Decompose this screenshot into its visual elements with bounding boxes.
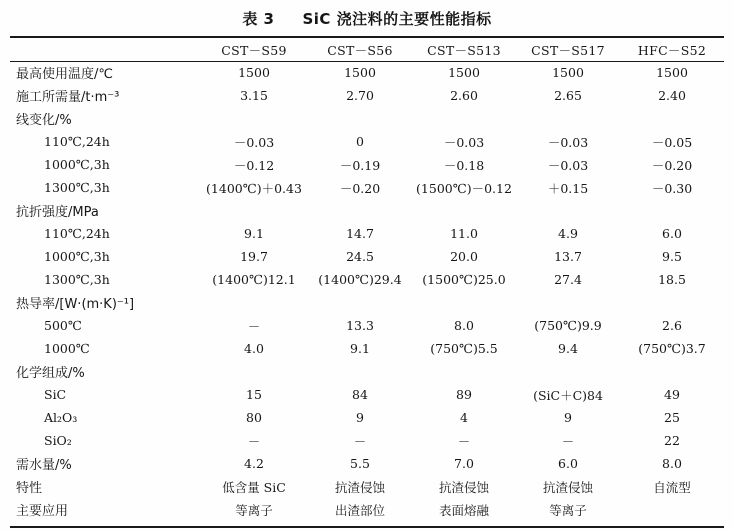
column-header: CST－S513 [427, 42, 501, 58]
table-cell: 6.0 [558, 456, 578, 471]
table-row [10, 199, 724, 222]
table-cell: 4.2 [244, 456, 264, 471]
table-cell: (1500℃)－0.12 [416, 180, 512, 196]
properties-table [10, 38, 724, 521]
row-sublabel: 110℃,24h [44, 226, 110, 241]
table-title: SiC 浇注料的主要性能指标 [302, 10, 492, 28]
table-cell: 49 [664, 387, 680, 402]
table-caption [0, 8, 734, 29]
table-cell: 11.0 [450, 226, 478, 241]
row-label: 最高使用温度/℃ [16, 67, 113, 82]
table-cell: 1500 [656, 65, 688, 80]
table-cell [620, 291, 724, 314]
table-row [10, 61, 724, 84]
row-sublabel: SiO₂ [44, 433, 72, 448]
table-cell: 7.0 [454, 456, 474, 471]
table-cell: 出渣部位 [334, 502, 385, 518]
table-cell [620, 199, 724, 222]
table-cell: 9 [356, 410, 364, 425]
table-cell [516, 360, 620, 383]
table-cell: 2.6 [662, 318, 682, 333]
table-cell: 1500 [344, 65, 376, 80]
table-row [10, 268, 724, 291]
table-row [10, 130, 724, 153]
table-cell: 1500 [552, 65, 584, 80]
table-cell: 9 [564, 410, 572, 425]
table-number: 表 3 [242, 10, 275, 28]
table-row [10, 475, 724, 498]
table-cell: 80 [246, 410, 262, 425]
table-cell: ＋0.15 [547, 180, 589, 196]
table-cell [200, 360, 308, 383]
table-cell: (SiC＋C)84 [533, 387, 603, 403]
table-cell [412, 199, 516, 222]
table-row [10, 383, 724, 406]
table-cell: 20.0 [450, 249, 478, 264]
row-label: 需水量/% [16, 458, 72, 473]
table-row [10, 222, 724, 245]
table-cell: 9.1 [350, 341, 370, 356]
table-cell: －0.03 [547, 157, 589, 173]
table-cell: －0.03 [233, 134, 275, 150]
table-cell: － [353, 433, 367, 449]
table-cell: (1400℃)＋0.43 [206, 180, 302, 196]
table-cell: － [457, 433, 471, 449]
row-sublabel: 1300℃,3h [44, 180, 110, 195]
table-cell: (750℃)5.5 [430, 341, 498, 356]
row-sublabel: 1000℃,3h [44, 157, 110, 172]
table-cell: 6.0 [662, 226, 682, 241]
table-cell [516, 291, 620, 314]
row-label: 线变化/% [16, 113, 72, 128]
table-cell: 14.7 [346, 226, 374, 241]
table-cell: 84 [352, 387, 368, 402]
row-label: 施工所需量/t·m⁻³ [16, 90, 120, 105]
table-row [10, 153, 724, 176]
table-cell: －0.12 [233, 157, 275, 173]
table-cell: 18.5 [658, 272, 686, 287]
table-cell: (1500℃)25.0 [422, 272, 506, 287]
table-cell: 等离子 [549, 502, 587, 518]
table-cell: (1400℃)12.1 [212, 272, 296, 287]
table-cell [412, 291, 516, 314]
row-sublabel: 110℃,24h [44, 134, 110, 149]
table-cell: 5.5 [350, 456, 370, 471]
row-label: 化学组成/% [16, 366, 85, 381]
table-cell: 表面熔融 [438, 502, 489, 518]
table-cell [516, 107, 620, 130]
table-row [10, 84, 724, 107]
table-cell: －0.19 [339, 157, 381, 173]
table-cell: － [561, 433, 575, 449]
table-cell [308, 360, 412, 383]
table-cell: (1400℃)29.4 [318, 272, 402, 287]
column-header: CST－S56 [327, 42, 393, 58]
table-cell: (750℃)3.7 [638, 341, 706, 356]
table-cell [620, 498, 724, 521]
table-cell: 等离子 [235, 502, 273, 518]
table-cell: －0.05 [651, 134, 693, 150]
table-cell: 自流型 [653, 479, 691, 495]
table-cell: (750℃)9.9 [534, 318, 602, 333]
table-cell: 1500 [448, 65, 480, 80]
column-header: CST－S59 [221, 42, 287, 58]
table-cell: 4.0 [244, 341, 264, 356]
table-row [10, 452, 724, 475]
table-cell: 25 [664, 410, 680, 425]
table-cell [200, 291, 308, 314]
table-cell: 8.0 [454, 318, 474, 333]
table-row [10, 245, 724, 268]
table-cell: 2.40 [658, 88, 686, 103]
table-cell: 2.70 [346, 88, 374, 103]
row-label: 主要应用 [16, 504, 69, 519]
row-label: 热导率/[W·(m·K)⁻¹] [16, 297, 135, 312]
table-cell: 22 [664, 433, 680, 448]
table-cell: －0.20 [339, 180, 381, 196]
row-sublabel: Al₂O₃ [44, 410, 78, 425]
row-label: 抗折强度/MPa [16, 205, 99, 220]
table-bottom-rule [10, 526, 724, 528]
row-sublabel: SiC [44, 387, 67, 402]
table-cell: 27.4 [554, 272, 582, 287]
table-cell [620, 360, 724, 383]
table-row [10, 314, 724, 337]
table-cell [620, 107, 724, 130]
row-sublabel: 1300℃,3h [44, 272, 110, 287]
row-sublabel: 1000℃,3h [44, 249, 110, 264]
table-cell: 24.5 [346, 249, 374, 264]
table-row [10, 406, 724, 429]
table-cell: －0.18 [443, 157, 485, 173]
table-cell: 0 [356, 134, 364, 149]
row-sublabel: 1000℃ [44, 341, 90, 356]
table-cell: 9.5 [662, 249, 682, 264]
table-row [10, 337, 724, 360]
table-cell: 4 [460, 410, 468, 425]
table-cell [200, 199, 308, 222]
table-cell: 2.60 [450, 88, 478, 103]
table-cell [308, 291, 412, 314]
table-cell: 1500 [238, 65, 270, 80]
table-cell: 抗渣侵蚀 [542, 479, 593, 495]
table-cell: 3.15 [240, 88, 268, 103]
table-cell: 13.7 [554, 249, 582, 264]
table-cell: 8.0 [662, 456, 682, 471]
row-label: 特性 [16, 481, 43, 496]
row-sublabel: 500℃ [44, 318, 82, 333]
table-cell: －0.20 [651, 157, 693, 173]
table-row [10, 291, 724, 314]
table-row [10, 107, 724, 130]
table-cell: 13.3 [346, 318, 374, 333]
table-row [10, 429, 724, 452]
table-cell: 15 [246, 387, 262, 402]
table-row [10, 498, 724, 521]
table-cell: 89 [456, 387, 472, 402]
column-header: HFC－S52 [637, 42, 707, 58]
table-cell: 4.9 [558, 226, 578, 241]
table-cell: － [247, 318, 261, 334]
table-cell: － [247, 433, 261, 449]
table-cell [308, 199, 412, 222]
table-header-row [10, 38, 724, 61]
table-cell [200, 107, 308, 130]
column-header-property [10, 38, 200, 61]
table-body [10, 61, 724, 521]
table-cell [412, 360, 516, 383]
table-cell: 9.1 [244, 226, 264, 241]
table-cell: －0.03 [547, 134, 589, 150]
table-cell: 低含量 SiC [222, 479, 286, 495]
table-row [10, 176, 724, 199]
table-cell: 9.4 [558, 341, 578, 356]
table-cell [516, 199, 620, 222]
table-cell: 抗渣侵蚀 [438, 479, 489, 495]
table-row [10, 360, 724, 383]
table-cell: －0.03 [443, 134, 485, 150]
table-cell: 抗渣侵蚀 [334, 479, 385, 495]
table-cell: －0.30 [651, 180, 693, 196]
table-cell [308, 107, 412, 130]
table-cell [412, 107, 516, 130]
table-cell: 19.7 [240, 249, 268, 264]
table-cell: 2.65 [554, 88, 582, 103]
column-header: CST－S517 [531, 42, 605, 58]
